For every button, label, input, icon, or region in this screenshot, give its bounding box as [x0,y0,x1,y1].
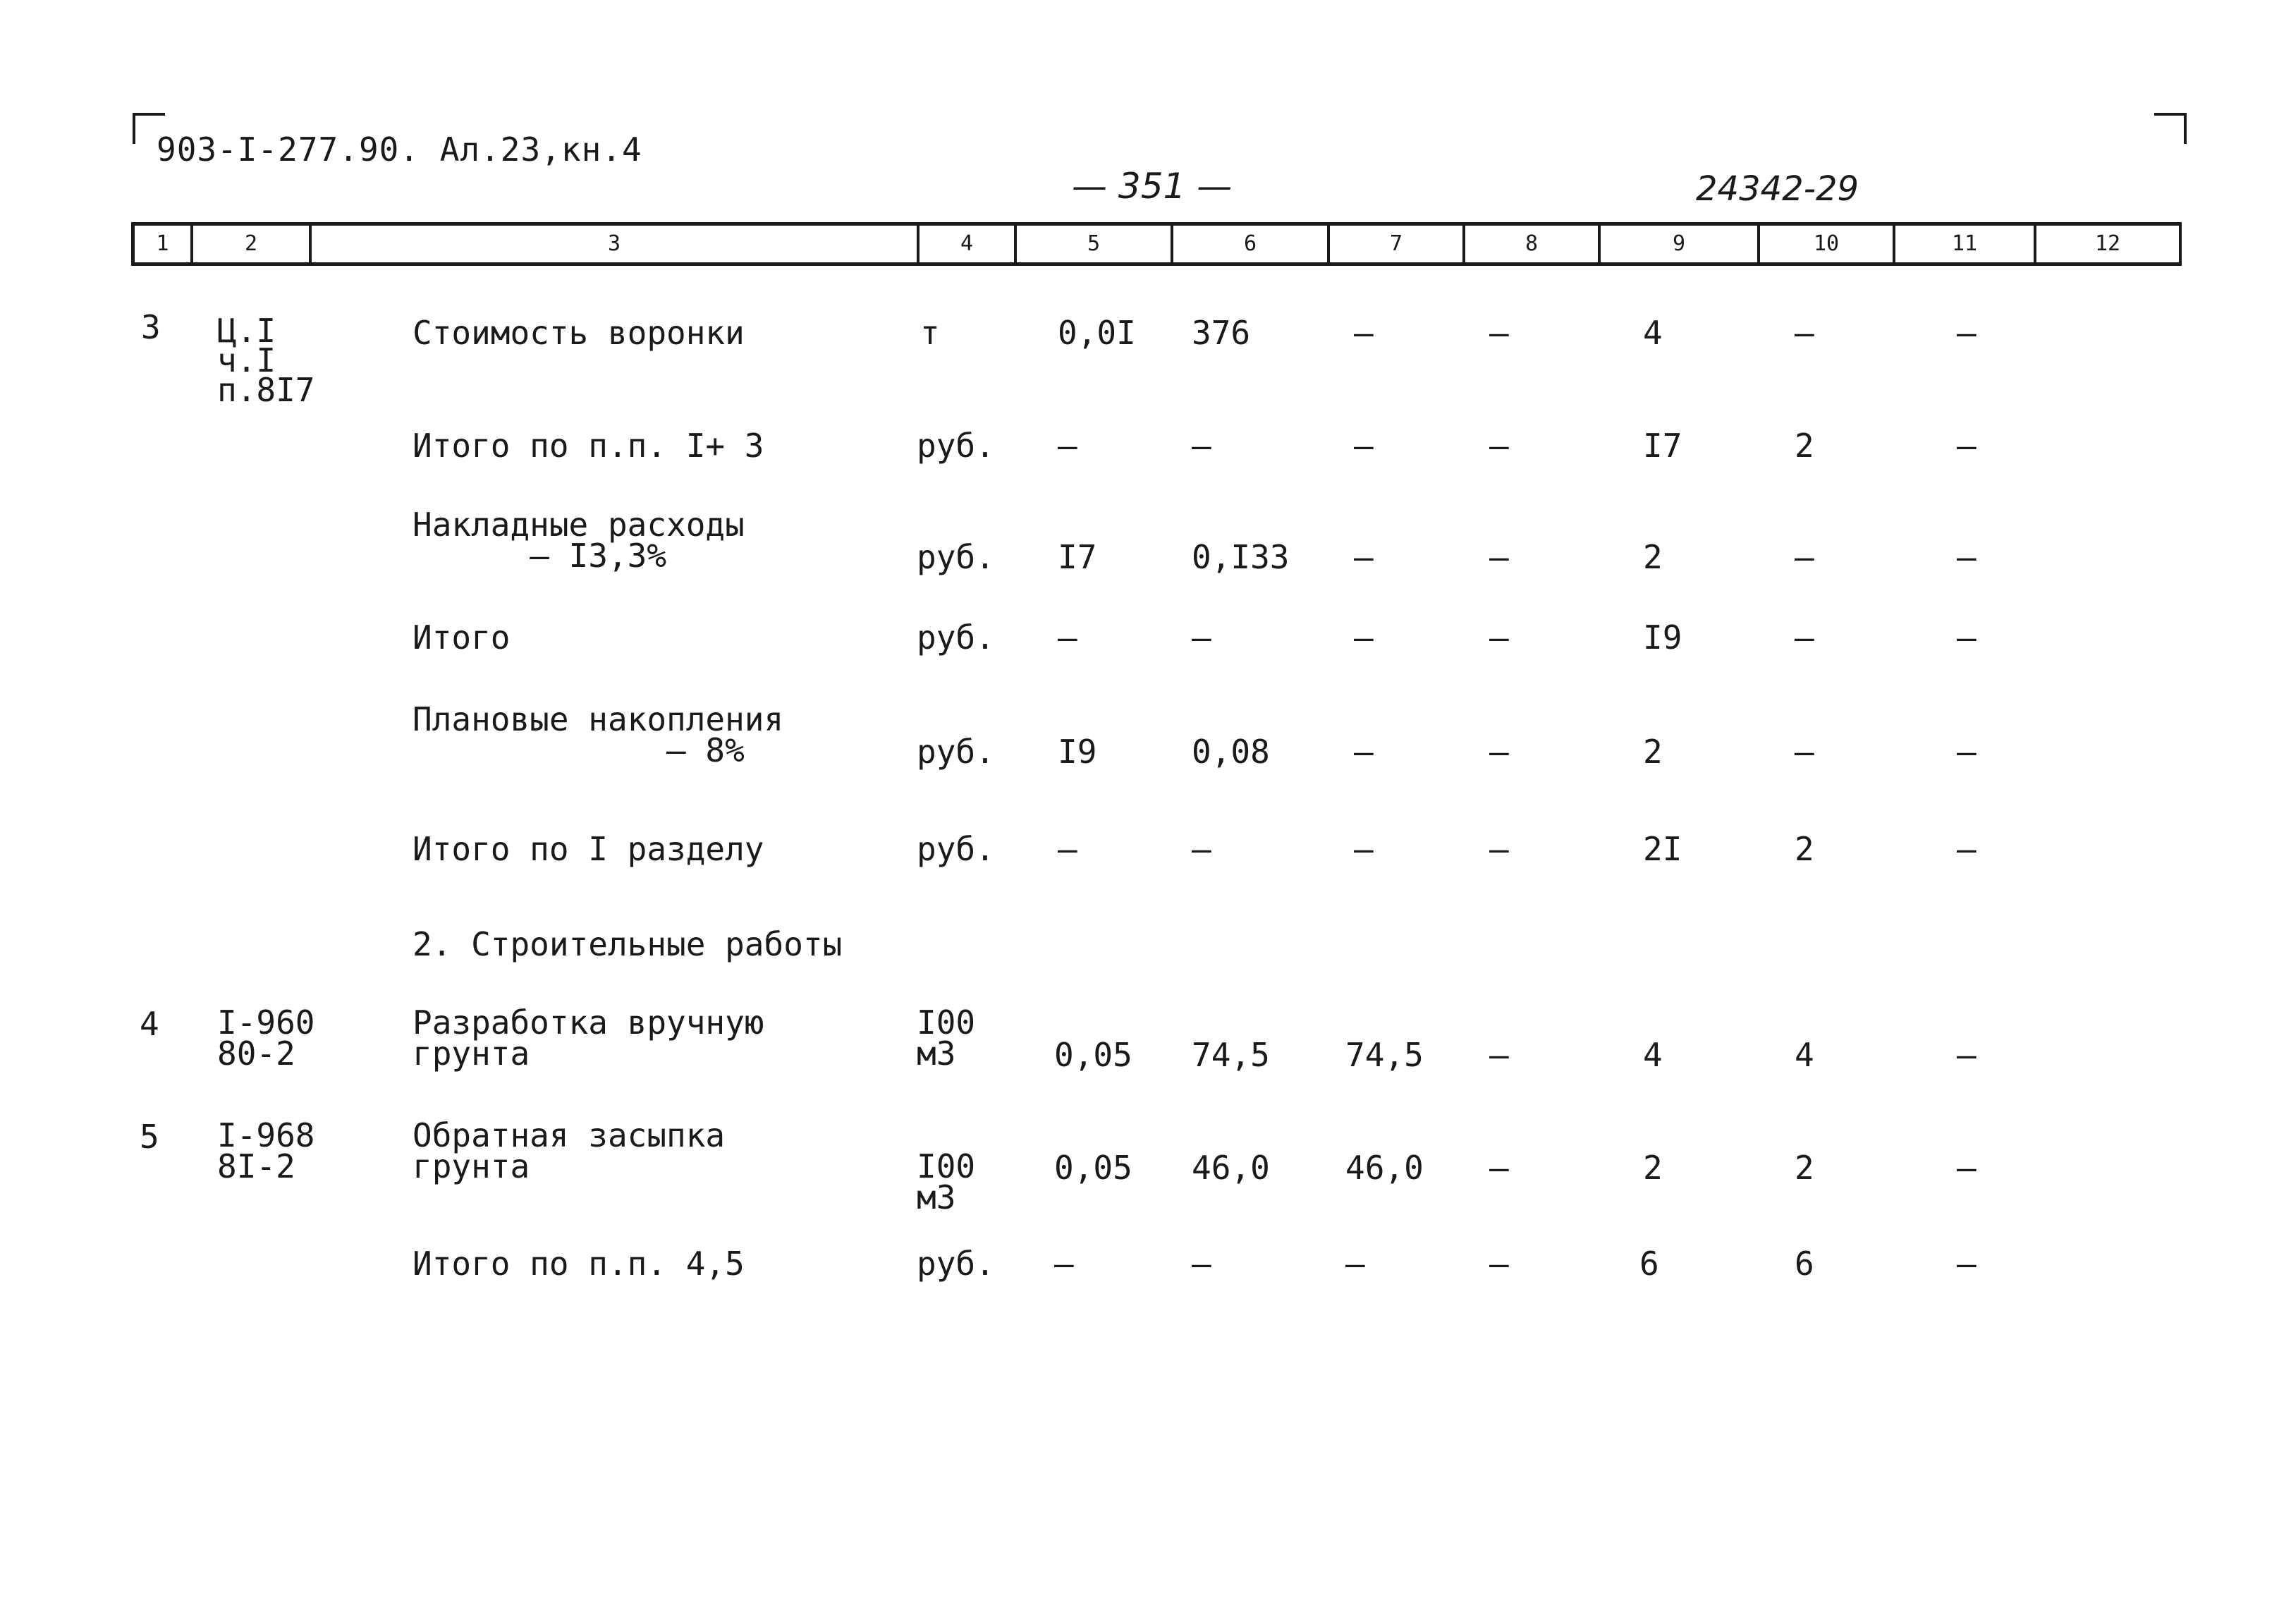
col-8: – [1489,1036,1509,1074]
unit: I00 м3 [917,1003,976,1073]
column-header-6: 6 [1173,226,1330,262]
total-cost: 6 [1639,1245,1659,1283]
col-8: – [1489,427,1509,465]
col-8: – [1489,618,1509,657]
unit: руб. [917,733,995,771]
item-description: Итого по п.п. I+ 3 [413,427,764,465]
corner-mark-top-right [2154,113,2187,144]
unit: руб. [917,1245,995,1283]
unit: I00 м3 [917,1147,976,1216]
column-header-9: 9 [1601,226,1760,262]
col-10: 4 [1795,1036,1814,1074]
column-header-4: 4 [920,226,1017,262]
quantity: 0,05 [1054,1036,1132,1074]
unit-cost: – [1192,1245,1211,1283]
total-cost: 4 [1643,1036,1663,1074]
item-description: Накладные расходы – I3,3% [413,506,745,575]
item-description: Итого по п.п. 4,5 [413,1245,745,1283]
col-10: 2 [1795,1149,1814,1187]
col-7: – [1354,733,1374,771]
column-header-band [131,222,2182,266]
quantity: I9 [1058,733,1097,771]
unit: руб. [917,538,995,576]
col-7: 46,0 [1345,1149,1424,1187]
col-7: – [1354,538,1374,576]
item-description: Разработка вручную грунта [413,1003,764,1073]
document-code: 903-I-277.90. Ал.23,кн.4 [157,130,642,169]
col-11: – [1957,314,1977,352]
col-7: – [1354,830,1374,868]
column-header-2: 2 [193,226,312,262]
quantity: – [1054,1245,1074,1283]
unit-cost: – [1192,830,1211,868]
col-10: 2 [1795,830,1814,868]
quantity: – [1058,618,1077,657]
column-header-5: 5 [1017,226,1173,262]
col-7: – [1354,314,1374,352]
column-header-12: 12 [2036,226,2182,262]
total-cost: I7 [1643,427,1682,465]
column-header-8: 8 [1465,226,1601,262]
quantity: 0,0I [1058,314,1136,352]
col-11: – [1957,1245,1977,1283]
row-number: 4 [140,1005,159,1043]
total-cost: 2 [1643,538,1663,576]
norm-reference: I-968 8I-2 [217,1116,315,1185]
col-11: – [1957,618,1977,657]
unit-cost: – [1192,618,1211,657]
unit-cost: 0,08 [1192,733,1270,771]
col-8: – [1489,314,1509,352]
col-8: – [1489,830,1509,868]
item-description: Обратная засыпка грунта [413,1116,726,1185]
col-7: 74,5 [1345,1036,1424,1074]
section-heading: 2. Строительные работы [413,925,843,963]
col-11: – [1957,1149,1977,1187]
col-10: 6 [1795,1245,1814,1283]
total-cost: 4 [1643,314,1663,352]
quantity: – [1058,427,1077,465]
quantity: I7 [1058,538,1097,576]
col-11: – [1957,427,1977,465]
column-header-10: 10 [1760,226,1895,262]
col-10: – [1795,733,1814,771]
column-header-7: 7 [1330,226,1465,262]
item-description: Плановые накопления – 8% [413,700,784,769]
unit-cost: 46,0 [1192,1149,1270,1187]
total-cost: 2 [1643,733,1663,771]
item-description: Стоимость воронки [413,314,745,352]
total-cost: I9 [1643,618,1682,657]
total-cost: 2 [1643,1149,1663,1187]
sheet-code: 24342-29 [1696,169,1859,209]
col-10: – [1795,618,1814,657]
row-number: 3 [141,308,161,346]
col-8: – [1489,733,1509,771]
total-cost: 2I [1643,830,1682,868]
col-10: – [1795,538,1814,576]
norm-reference: I-960 80-2 [217,1003,315,1073]
quantity: 0,05 [1054,1149,1132,1187]
unit-cost: 376 [1192,314,1251,352]
column-header-3: 3 [312,226,920,262]
row-number: 5 [140,1118,159,1156]
col-8: – [1489,1245,1509,1283]
col-7: – [1354,427,1374,465]
col-8: – [1489,538,1509,576]
unit-cost: – [1192,427,1211,465]
unit-cost: 0,I33 [1192,538,1290,576]
col-8: – [1489,1149,1509,1187]
item-description: Итого по I разделу [413,830,764,868]
col-10: 2 [1795,427,1814,465]
column-header-11: 11 [1895,226,2036,262]
item-description: Итого [413,618,511,657]
page-number: — 351 — [1072,166,1233,207]
col-11: – [1957,733,1977,771]
col-7: – [1345,1245,1365,1283]
col-11: – [1957,830,1977,868]
unit: руб. [917,830,995,868]
quantity: – [1058,830,1077,868]
col-11: – [1957,1036,1977,1074]
unit: т [920,314,940,352]
col-10: – [1795,314,1814,352]
col-7: – [1354,618,1374,657]
col-11: – [1957,538,1977,576]
unit: руб. [917,618,995,657]
unit: руб. [917,427,995,465]
unit-cost: 74,5 [1192,1036,1270,1074]
norm-reference: Ц.I ч.I п.8I7 [217,312,315,409]
column-header-1: 1 [131,226,193,262]
